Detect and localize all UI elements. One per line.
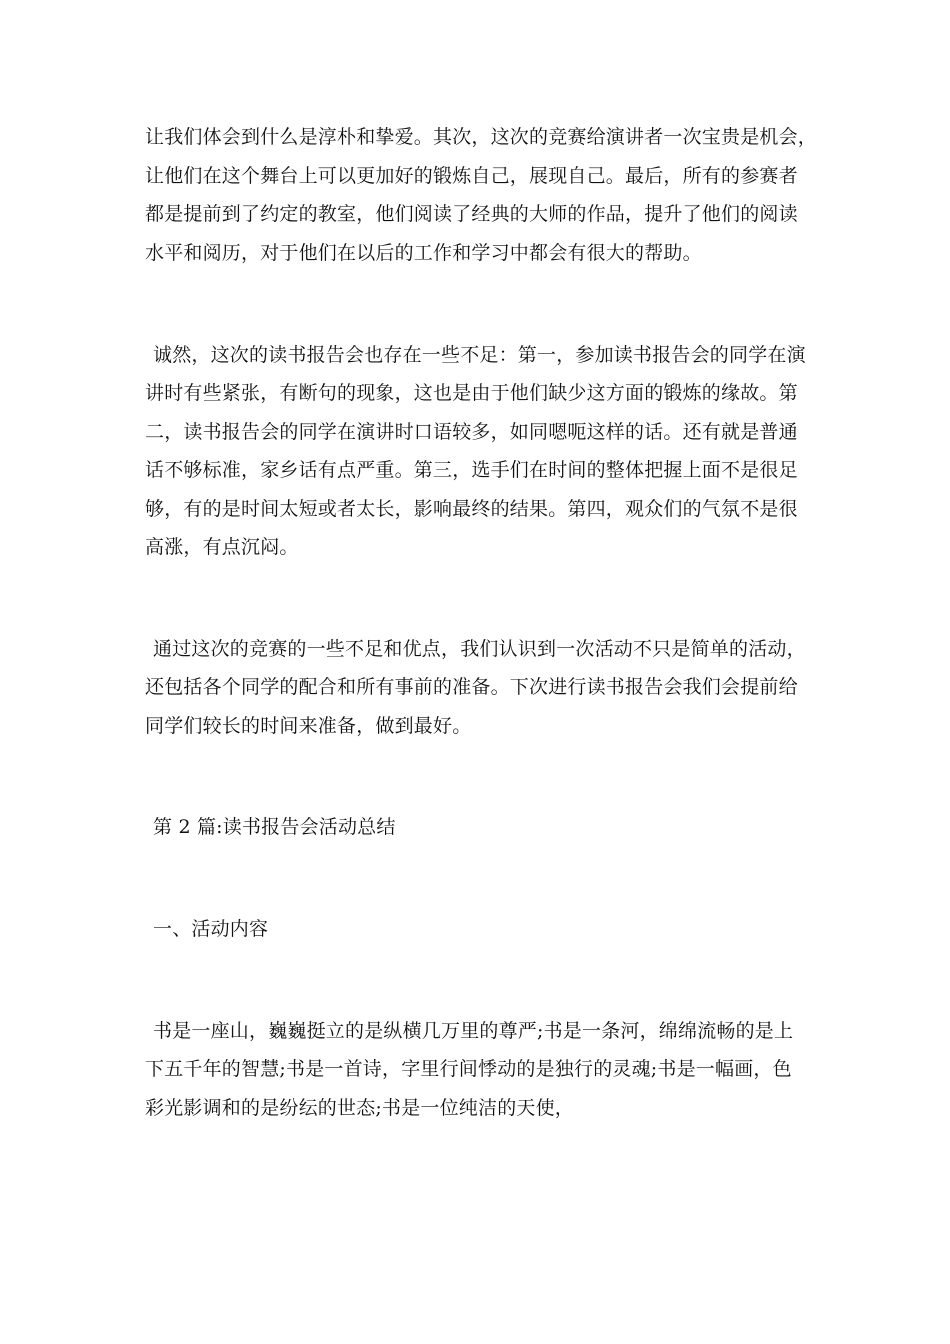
paragraph-3-line-1: 通过这次的竞赛的一些不足和优点，我们认识到一次活动不只是简单的活动， [153,638,806,660]
paragraph-4-line-1: 书是一座山，巍巍挺立的是纵横几万里的尊严;书是一条河，绵绵流畅的是上 [153,1020,794,1042]
paragraph-2-line-4: 话不够标准，家乡话有点严重。第三，选手们在时间的整体把握上面不是很足 [145,459,798,481]
paragraph-2-line-6: 高涨，有点沉闷。 [145,536,299,558]
paragraph-1-line-2: 让他们在这个舞台上可以更加好的锻炼自己，展现自己。最后，所有的参赛者 [145,165,798,187]
paragraph-2-line-3: 二，读书报告会的同学在演讲时口语较多，如同嗯呃这样的话。还有就是普通 [145,421,798,443]
paragraph-1-line-4: 水平和阅历，对于他们在以后的工作和学习中都会有很大的帮助。 [145,242,702,264]
paragraph-3-line-2: 还包括各个同学的配合和所有事前的准备。下次进行读书报告会我们会提前给 [145,676,798,698]
paragraph-1-line-1: 让我们体会到什么是淳朴和挚爱。其次，这次的竞赛给演讲者一次宝贵是机会， [145,126,818,148]
paragraph-2-line-2: 讲时有些紧张，有断句的现象，这也是由于他们缺少这方面的锻炼的缘故。第 [145,382,798,404]
subsection-title: 一、活动内容 [153,918,269,940]
paragraph-2-line-1: 诚然，这次的读书报告会也存在一些不足：第一，参加读书报告会的同学在演 [153,344,806,366]
paragraph-4-line-3: 彩光影调和的是纷纭的世态;书是一位纯洁的天使， [145,1097,575,1119]
paragraph-4-line-2: 下五千年的智慧;书是一首诗，字里行间悸动的是独行的灵魂;书是一幅画，色 [145,1058,792,1080]
paragraph-2-line-5: 够，有的是时间太短或者太长，影响最终的结果。第四，观众们的气氛不是很 [145,498,798,520]
section-title: 第 2 篇:读书报告会活动总结 [153,816,396,838]
paragraph-1-line-3: 都是提前到了约定的教室，他们阅读了经典的大师的作品，提升了他们的阅读 [145,203,798,225]
paragraph-3-line-3: 同学们较长的时间来准备，做到最好。 [145,715,472,737]
